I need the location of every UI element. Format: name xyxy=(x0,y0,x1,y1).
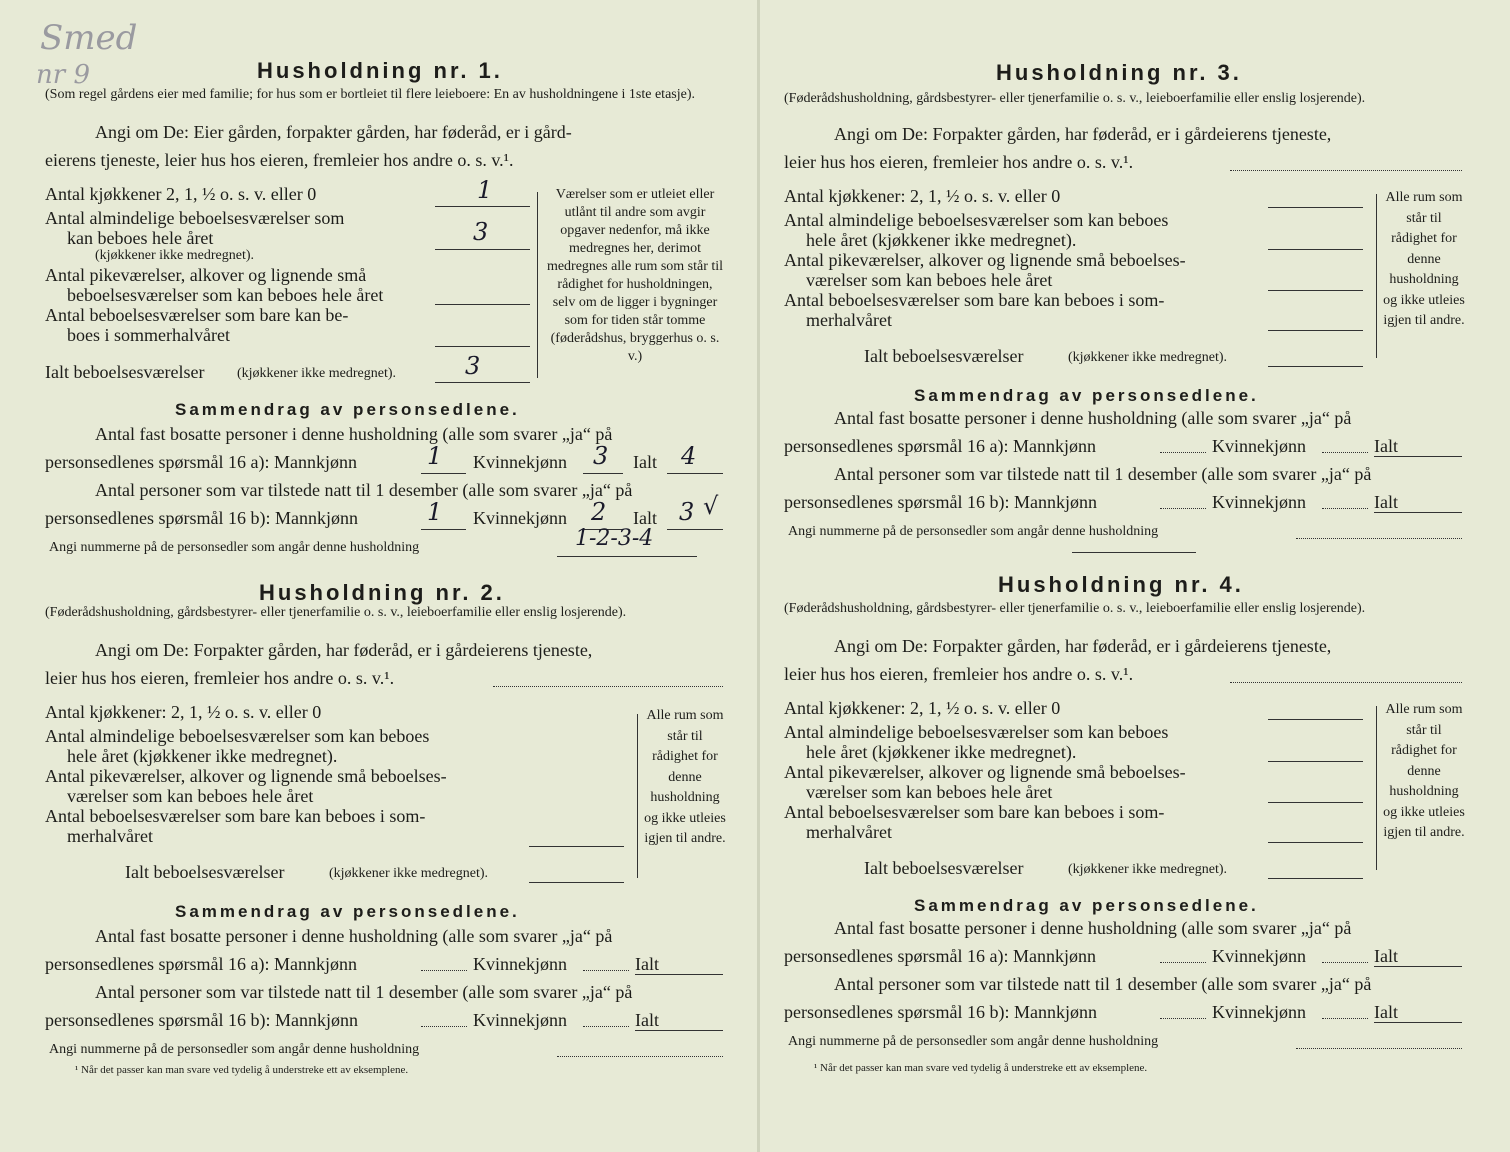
hh3-pike1: Antal pikeværelser, alkover og lignende små beboelses- xyxy=(784,250,1186,270)
hh1-nummer-value: 1-2-3-4 xyxy=(575,526,654,551)
hh1-summary-title: Sammendrag av personsedlene. xyxy=(175,400,520,419)
hh1-side-note: Værelser som er utleiet eller utlånt til andre som avgir opgaver nedenfor, må ikke medregnes her, derimot medregnes alle rum som står til rådighet for husholdningen, selv om de ligger i bygninger som for tiden står tomme (føderådshus, bryggerhus o. s. v.) xyxy=(546,187,724,364)
hh1-fast2: personsedlenes spørsmål 16 a): Mannkjønn xyxy=(45,452,357,472)
hh4-alm-line xyxy=(1268,761,1363,762)
hh3-kjokken-label: Antal kjøkkener: 2, 1, ½ o. s. v. eller 0 xyxy=(784,186,1061,206)
hh3-alm2: hele året (kjøkkener ikke medregnet). xyxy=(806,230,1077,250)
hh4-til-m-line xyxy=(1160,1018,1206,1019)
hh1-sommer-line xyxy=(435,346,530,347)
hh2-fast-k-label: Kvinnekjønn xyxy=(473,954,567,974)
hh4-fast-k-label: Kvinnekjønn xyxy=(1212,946,1306,966)
hh2-angi2: leier hus hos eieren, fremleier hos andre o. s. v.¹. xyxy=(45,668,395,688)
hh1-pike1: Antal pikeværelser, alkover og lignende små xyxy=(45,265,367,285)
hh4-nummer-label: Angi nummerne på de personsedler som angår denne husholdning xyxy=(788,1034,1159,1049)
page-fold xyxy=(757,0,760,1152)
hh3-brace xyxy=(1376,194,1377,358)
hh4-til-k-label: Kvinnekjønn xyxy=(1212,1002,1306,1022)
hh2-til-k-line xyxy=(583,1026,629,1027)
hh1-ialt-label: Ialt beboelsesværelser xyxy=(45,362,205,382)
hh1-kjokken-label: Antal kjøkkener 2, 1, ½ o. s. v. eller 0 xyxy=(45,184,317,204)
hh2-til-i-label: Ialt xyxy=(635,1010,659,1030)
hh1-title: Husholdning nr. 1. xyxy=(257,58,503,83)
hh3-alm1: Antal almindelige beboelsesværelser som kan beboes xyxy=(784,210,1169,230)
hh1-fast-i: 4 xyxy=(681,442,697,470)
hh4-fast1: Antal fast bosatte personer i denne husholdning (alle som svarer „ja“ på xyxy=(834,918,1352,938)
hh2-til-m-line xyxy=(421,1026,467,1027)
hh3-pike-line xyxy=(1268,290,1363,291)
hh2-alm1: Antal almindelige beboelsesværelser som kan beboes xyxy=(45,726,430,746)
hh1-fast-m-line xyxy=(421,473,466,474)
hh1-til-m: 1 xyxy=(427,498,443,526)
hh1-kjokken-value: 1 xyxy=(477,176,493,204)
hh3-side-note: Alle rum som står til rådighet for denne husholdning og ikke utleies igjen til andre. xyxy=(1383,190,1465,328)
hh4-kjokken-label: Antal kjøkkener: 2, 1, ½ o. s. v. eller 0 xyxy=(784,698,1061,718)
hh1-fast-i-label: Ialt xyxy=(633,452,657,472)
hh4-fast2: personsedlenes spørsmål 16 a): Mannkjønn xyxy=(784,946,1096,966)
hh1-alm-value: 3 xyxy=(473,218,489,246)
hh4-angi: Angi om De: Forpakter gården, har føderåd, er i gårdeierens tjeneste, xyxy=(834,636,1332,656)
hh2-alm2: hele året (kjøkkener ikke medregnet). xyxy=(67,746,338,766)
hh4-sommer1: Antal beboelsesværelser som bare kan beboes i som- xyxy=(784,802,1165,822)
hh1-ialt-note: (kjøkkener ikke medregnet). xyxy=(237,366,396,381)
hh3-sommer2: merhalvåret xyxy=(806,310,892,330)
hh1-sommer2: boes i sommerhalvåret xyxy=(67,325,230,345)
hh1-til-k-label: Kvinnekjønn xyxy=(473,508,567,528)
hh3-til-i-label: Ialt xyxy=(1374,492,1398,512)
footnote-left: ¹ Når det passer kan man svare ved tydelig å understreke ett av eksemplene. xyxy=(75,1064,409,1076)
hh1-alm-label2: kan beboes hele året xyxy=(67,228,214,248)
hh3-summary-title: Sammendrag av personsedlene. xyxy=(914,386,1259,405)
hh1-til-i-line xyxy=(667,529,723,530)
hh4-til-i-label: Ialt xyxy=(1374,1002,1398,1022)
hh1-pike-line xyxy=(435,304,530,305)
hh1-angi2: eierens tjeneste, leier hus hos eieren, fremleier hos andre o. s. v.¹. xyxy=(45,150,514,170)
hh1-nummer-label: Angi nummerne på de personsedler som angår denne husholdning xyxy=(49,540,420,555)
hh1-fast-m: 1 xyxy=(427,442,443,470)
hh4-ialt-line xyxy=(1268,878,1363,879)
hh1-til1: Antal personer som var tilstede natt til 1 desember (alle som svarer „ja“ på xyxy=(95,480,633,500)
hh3-sommer-line xyxy=(1268,330,1363,331)
right-page xyxy=(784,0,1464,1152)
hh3-ialt-label: Ialt beboelsesværelser xyxy=(864,346,1024,366)
hh2-sommer1: Antal beboelsesværelser som bare kan beboes i som- xyxy=(45,806,426,826)
hh4-nummer-line xyxy=(1296,1048,1462,1049)
hh3-pike2: værelser som kan beboes hele året xyxy=(806,270,1053,290)
hh2-pike1: Antal pikeværelser, alkover og lignende små beboelses- xyxy=(45,766,447,786)
hh1-angi: Angi om De: Eier gården, forpakter gården, har føderåd, er i gård- xyxy=(95,122,572,142)
hh4-brace xyxy=(1376,706,1377,870)
hh3-til-k-line xyxy=(1322,508,1368,509)
hh2-angi: Angi om De: Forpakter gården, har føderåd, er i gårdeierens tjeneste, xyxy=(95,640,593,660)
hh1-ialt-line xyxy=(435,382,530,383)
hh2-til2: personsedlenes spørsmål 16 b): Mannkjønn xyxy=(45,1010,358,1030)
hh4-til2: personsedlenes spørsmål 16 b): Mannkjønn xyxy=(784,1002,1097,1022)
hh4-til-k-line xyxy=(1322,1018,1368,1019)
hh1-nummer-line xyxy=(557,556,697,557)
hh3-nummer-label: Angi nummerne på de personsedler som angår denne husholdning xyxy=(788,524,1159,539)
hh3-ialt-note: (kjøkkener ikke medregnet). xyxy=(1068,350,1227,365)
hh4-sommer-line xyxy=(1268,842,1363,843)
hh4-side-note: Alle rum som står til rådighet for denne husholdning og ikke utleies igjen til andre. xyxy=(1383,702,1465,840)
footnote-right: ¹ Når det passer kan man svare ved tydelig å understreke ett av eksemplene. xyxy=(814,1062,1148,1074)
hh4-fast-i-line xyxy=(1374,966,1462,967)
hh1-til-m-line xyxy=(421,529,466,530)
hh3-angi2: leier hus hos eieren, fremleier hos andre o. s. v.¹. xyxy=(784,152,1134,172)
hh1-sommer1: Antal beboelsesværelser som bare kan be- xyxy=(45,305,349,325)
hh3-fast-i-line xyxy=(1374,456,1462,457)
left-page xyxy=(45,0,725,1152)
hh3-sommer1: Antal beboelsesværelser som bare kan beboes i som- xyxy=(784,290,1165,310)
hh1-til2: personsedlenes spørsmål 16 b): Mannkjønn xyxy=(45,508,358,528)
hh3-til-k-label: Kvinnekjønn xyxy=(1212,492,1306,512)
hh1-fast-k-line xyxy=(583,473,623,474)
hh1-kjokken-line xyxy=(435,206,530,207)
hh3-fast-k-label: Kvinnekjønn xyxy=(1212,436,1306,456)
hh2-fast1: Antal fast bosatte personer i denne husholdning (alle som svarer „ja“ på xyxy=(95,926,613,946)
hh2-sommer2: merhalvåret xyxy=(67,826,153,846)
hh1-alm-note: (kjøkkener ikke medregnet). xyxy=(95,248,254,263)
hh1-check: √ xyxy=(703,492,719,520)
hh1-note: (Som regel gårdens eier med familie; for hus som er bortleiet til flere leieboere: En av husholdningene i 1ste etasje). xyxy=(45,87,696,102)
hh1-fast-i-line xyxy=(667,473,723,474)
pencil-note-1: Smed xyxy=(40,18,138,58)
hh1-fast-k-label: Kvinnekjønn xyxy=(473,452,567,472)
hh2-nummer-line xyxy=(557,1056,723,1057)
hh4-fast-k-line xyxy=(1322,962,1368,963)
hh2-fast-k-line xyxy=(583,970,629,971)
hh1-ialt-value: 3 xyxy=(465,352,481,380)
hh3-til-m-line xyxy=(1160,508,1206,509)
hh3-title: Husholdning nr. 3. xyxy=(996,60,1242,85)
hh2-pike2: værelser som kan beboes hele året xyxy=(67,786,314,806)
hh3-fast-m-line xyxy=(1160,452,1206,453)
hh2-fast-i-line xyxy=(635,974,723,975)
hh3-note: (Føderådshusholdning, gårdsbestyrer- eller tjenerfamilie o. s. v., leieboerfamilie eller enslig losjerende). xyxy=(784,91,1366,106)
hh3-til2: personsedlenes spørsmål 16 b): Mannkjønn xyxy=(784,492,1097,512)
hh3-fast-i-label: Ialt xyxy=(1374,436,1398,456)
hh4-pike-line xyxy=(1268,802,1363,803)
hh1-alm-label1: Antal almindelige beboelsesværelser som xyxy=(45,208,345,228)
hh1-til-k: 2 xyxy=(591,498,607,526)
hh4-alm1: Antal almindelige beboelsesværelser som kan beboes xyxy=(784,722,1169,742)
hh2-kjokken-label: Antal kjøkkener: 2, 1, ½ o. s. v. eller 0 xyxy=(45,702,322,722)
hh4-til-i-line xyxy=(1374,1022,1462,1023)
hh4-sommer2: merhalvåret xyxy=(806,822,892,842)
hh3-til1: Antal personer som var tilstede natt til 1 desember (alle som svarer „ja“ på xyxy=(834,464,1372,484)
hh2-brace xyxy=(637,714,638,878)
hh4-ialt-note: (kjøkkener ikke medregnet). xyxy=(1068,862,1227,877)
hh3-angi-line xyxy=(1230,170,1462,171)
hh2-ialt-label: Ialt beboelsesværelser xyxy=(125,862,285,882)
hh3-kjokken-line xyxy=(1268,207,1363,208)
hh1-brace xyxy=(537,192,538,378)
hh2-ialt-line xyxy=(529,882,624,883)
hh4-note: (Føderådshusholdning, gårdsbestyrer- eller tjenerfamilie o. s. v., leieboerfamilie eller enslig losjerende). xyxy=(784,601,1366,616)
hh3-alm-line xyxy=(1268,249,1363,250)
hh4-alm2: hele året (kjøkkener ikke medregnet). xyxy=(806,742,1077,762)
hh3-fast1: Antal fast bosatte personer i denne husholdning (alle som svarer „ja“ på xyxy=(834,408,1352,428)
hh3-angi: Angi om De: Forpakter gården, har føderåd, er i gårdeierens tjeneste, xyxy=(834,124,1332,144)
hh1-pike2: beboelsesværelser som kan beboes hele året xyxy=(67,285,384,305)
hh2-til-k-label: Kvinnekjønn xyxy=(473,1010,567,1030)
hh4-fast-m-line xyxy=(1160,962,1206,963)
hh1-fast1: Antal fast bosatte personer i denne husholdning (alle som svarer „ja“ på xyxy=(95,424,613,444)
hh4-title: Husholdning nr. 4. xyxy=(998,572,1244,597)
hh4-kjokken-line xyxy=(1268,719,1363,720)
hh1-til-i: 3 xyxy=(679,498,695,526)
hh3-til-i-line xyxy=(1374,512,1462,513)
hh4-til1: Antal personer som var tilstede natt til 1 desember (alle som svarer „ja“ på xyxy=(834,974,1372,994)
hh3-ialt-line xyxy=(1268,366,1363,367)
hh4-fast-i-label: Ialt xyxy=(1374,946,1398,966)
hh1-alm-line xyxy=(435,249,530,250)
hh4-ialt-label: Ialt beboelsesværelser xyxy=(864,858,1024,878)
hh1-fast-k: 3 xyxy=(593,442,609,470)
hh2-fast2: personsedlenes spørsmål 16 a): Mannkjønn xyxy=(45,954,357,974)
hh4-angi-line xyxy=(1230,682,1462,683)
hh3-nummer-line xyxy=(1296,538,1462,539)
hh2-nummer-label: Angi nummerne på de personsedler som angår denne husholdning xyxy=(49,1042,420,1057)
hh2-side-note: Alle rum som står til rådighet for denne husholdning og ikke utleies igjen til andre. xyxy=(644,708,726,846)
hh2-summary-title: Sammendrag av personsedlene. xyxy=(175,902,520,921)
hh4-summary-title: Sammendrag av personsedlene. xyxy=(914,896,1259,915)
hh4-pike2: værelser som kan beboes hele året xyxy=(806,782,1053,802)
hh2-fast-i-label: Ialt xyxy=(635,954,659,974)
hh2-title: Husholdning nr. 2. xyxy=(259,580,505,605)
hh2-ialt-note: (kjøkkener ikke medregnet). xyxy=(329,866,488,881)
pencil-note-2: nr 9 xyxy=(36,60,90,90)
hh2-til1: Antal personer som var tilstede natt til 1 desember (alle som svarer „ja“ på xyxy=(95,982,633,1002)
hh4-angi2: leier hus hos eieren, fremleier hos andre o. s. v.¹. xyxy=(784,664,1134,684)
hh3-separator xyxy=(1072,552,1196,553)
hh2-note: (Føderådshusholdning, gårdsbestyrer- eller tjenerfamilie o. s. v., leieboerfamilie eller enslig losjerende). xyxy=(45,605,627,620)
hh3-fast-k-line xyxy=(1322,452,1368,453)
hh2-angi-line xyxy=(493,686,723,687)
hh2-til-i-line xyxy=(635,1030,723,1031)
hh3-fast2: personsedlenes spørsmål 16 a): Mannkjønn xyxy=(784,436,1096,456)
hh2-fast-m-line xyxy=(421,970,467,971)
hh2-sommer-line xyxy=(529,846,624,847)
hh1-til-i-label: Ialt xyxy=(633,508,657,528)
hh4-pike1: Antal pikeværelser, alkover og lignende små beboelses- xyxy=(784,762,1186,782)
